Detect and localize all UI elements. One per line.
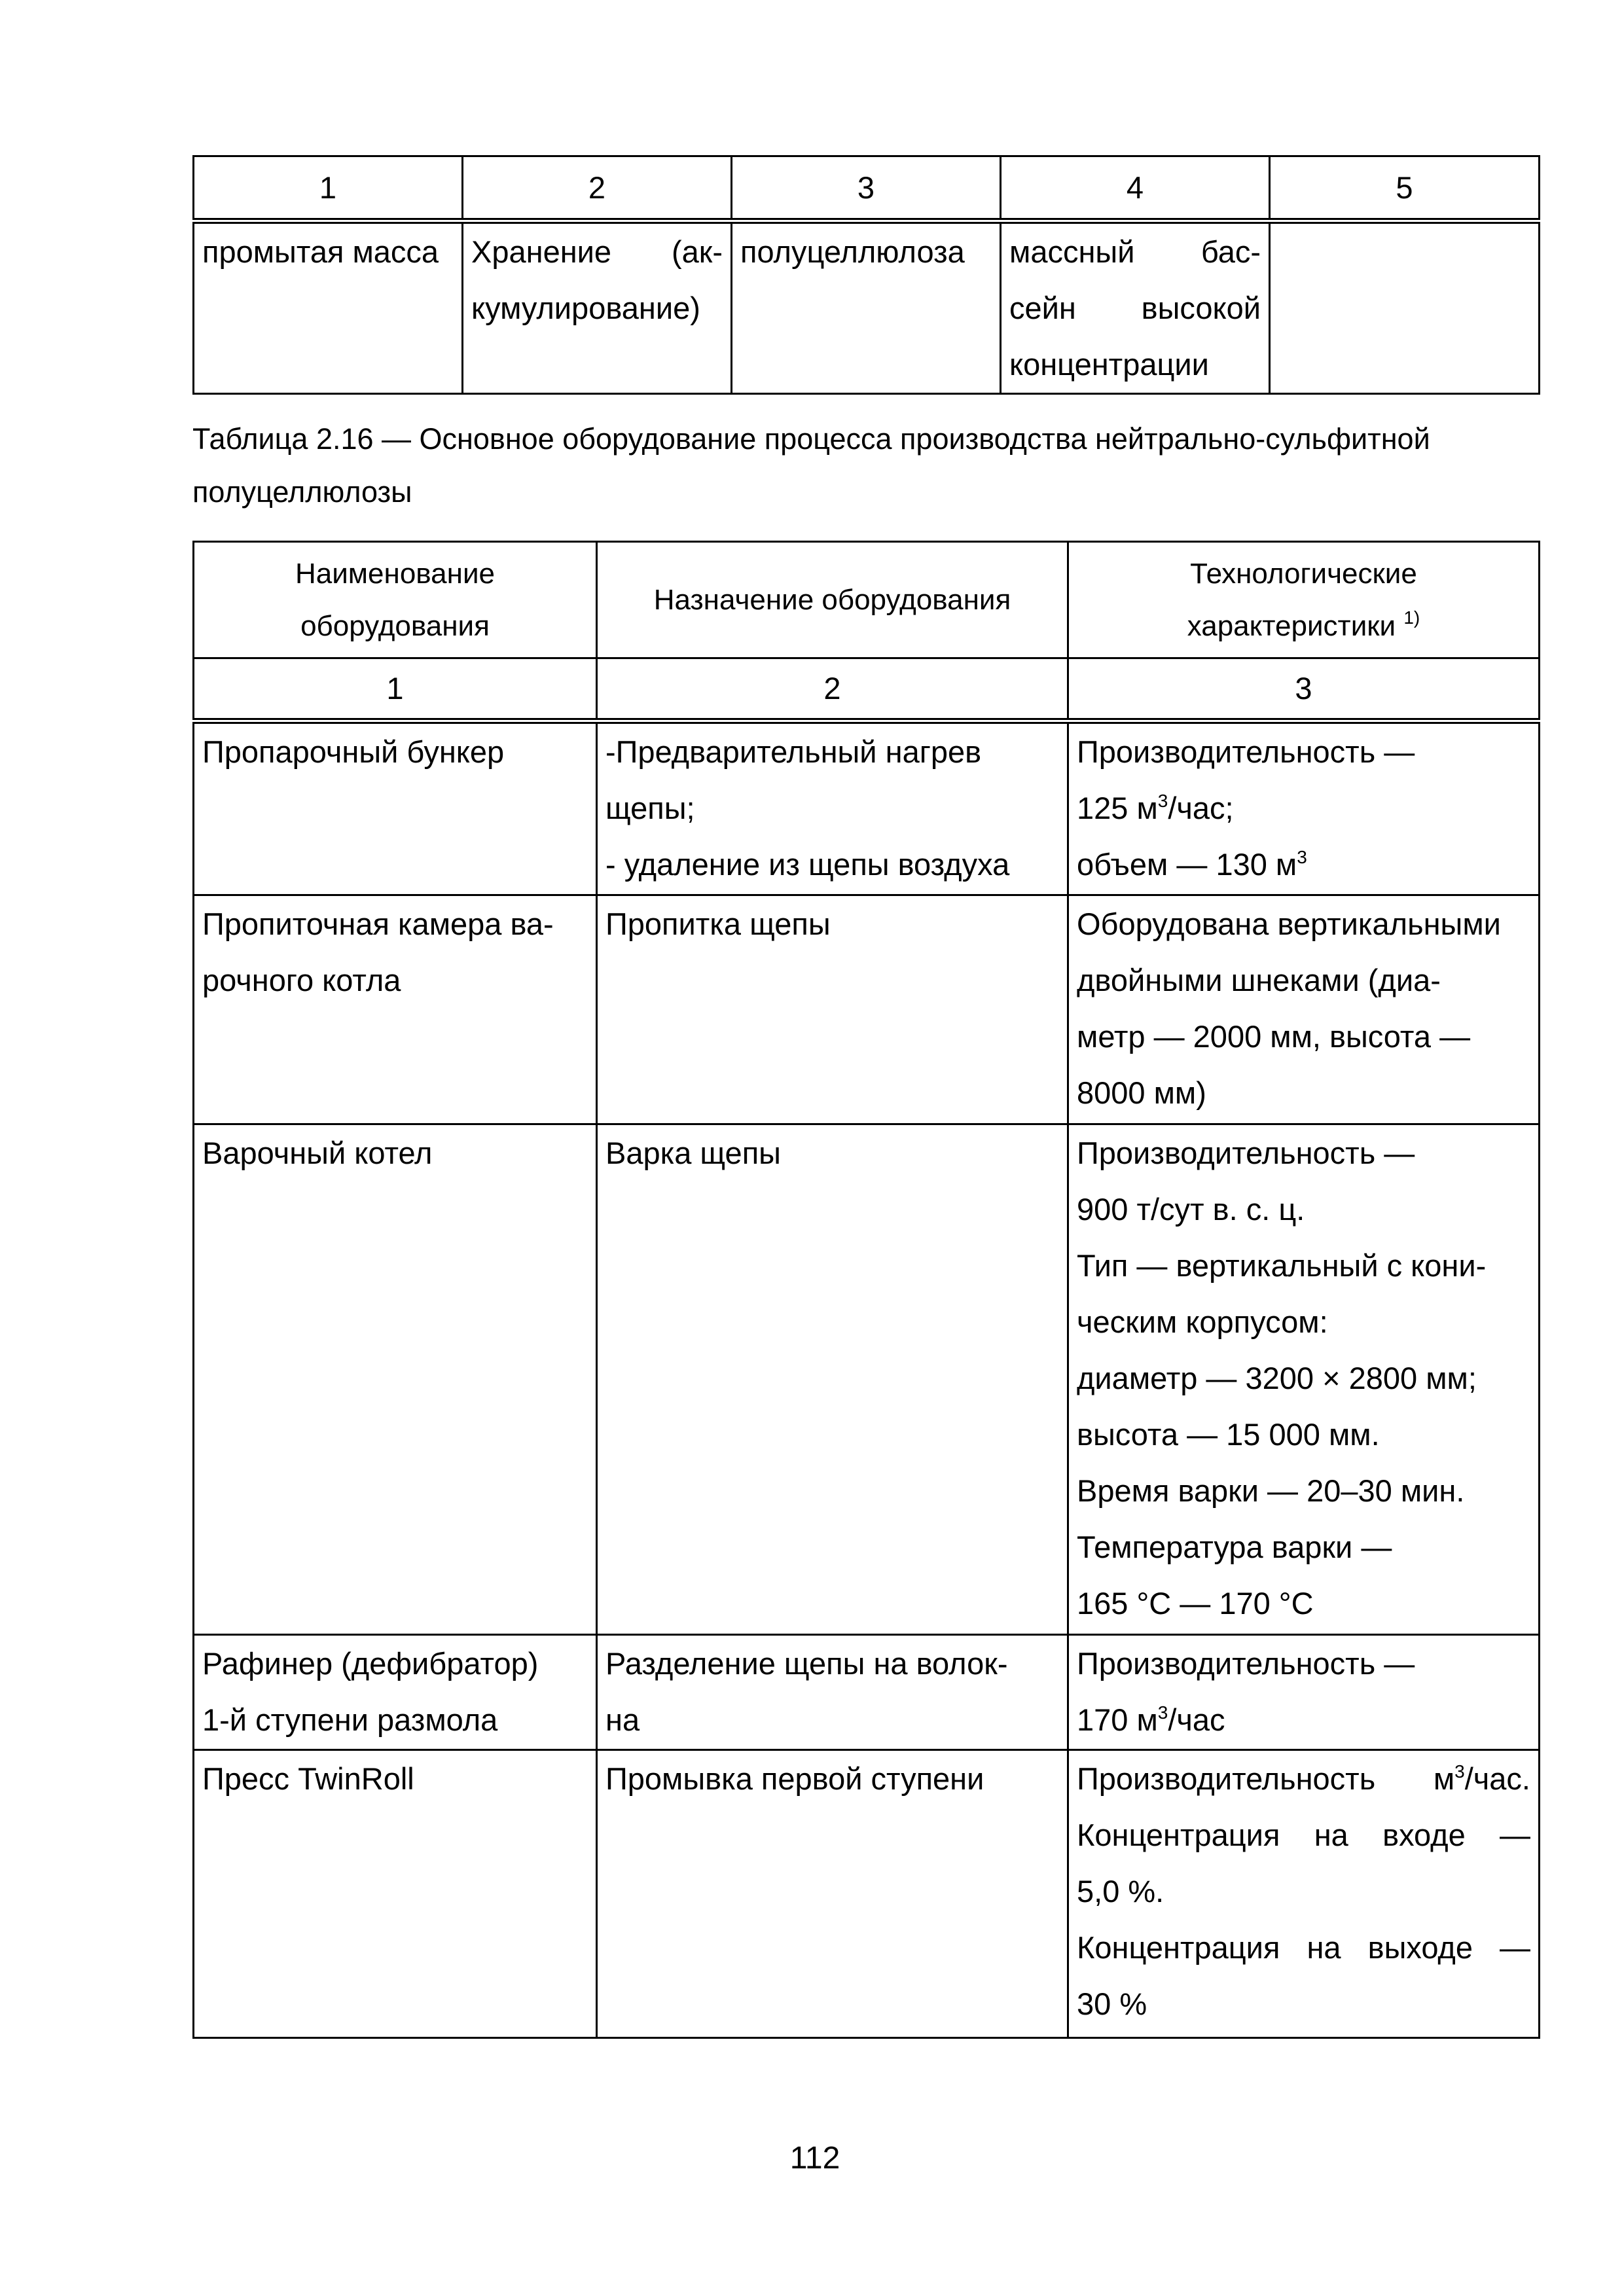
column-number-row: [194, 156, 1540, 221]
cell-specs: Производительность — 900 т/сут в. с. ц. Тип — вертикальный с кони- ческим корпусом: диаметр — 3200 × 2800 мм; высота — 15 000 мм. Время варки — 20–30 мин. Температура варки — 165 °С — 170 °С: [1068, 1124, 1540, 1635]
column-number: 1: [194, 658, 597, 721]
header-row: [194, 542, 1540, 658]
cell-equipment-name: Пропиточная камера ва- рочного котла: [194, 895, 597, 1124]
column-number: 2: [597, 658, 1068, 721]
cell-material: полуцеллюлоза: [732, 221, 1001, 394]
header-purpose: Назначение оборудования: [597, 542, 1068, 658]
header-specs: Технологические характеристики $^{1)}$: [1068, 542, 1540, 658]
cell-stage: Хранение (ак- кумулирование): [463, 221, 732, 394]
header-equipment-name: Наименование оборудования: [194, 542, 597, 658]
table-row: [194, 221, 1540, 394]
cell-product: промытая масса: [194, 221, 463, 394]
cell-specs: Оборудована вертикальными двойными шнеками (диа- метр — 2000 мм, высота — 8000 мм): [1068, 895, 1540, 1124]
cell-purpose: Варка щепы: [597, 1124, 1068, 1635]
cell-equipment-name: Варочный котел: [194, 1124, 597, 1635]
cell-purpose: Промывка первой ступени: [597, 1750, 1068, 2038]
cell-empty: [1270, 221, 1540, 394]
table-row: [194, 1750, 1540, 2038]
cell-specs: Производительность — 125 $м^3$/час; объем — 130 $м^3$: [1068, 721, 1540, 895]
column-number: 2: [463, 156, 732, 221]
table-row: [194, 1635, 1540, 1750]
table-caption: Таблица 2.16 — Основное оборудование процесса производства нейтрально-сульфитной полуцеллюлозы: [192, 422, 1430, 509]
column-number: 4: [1001, 156, 1270, 221]
cell-purpose: -Предварительный нагрев щепы; - удаление из щепы воздуха: [597, 721, 1068, 895]
footnote-mark: 1): [1403, 607, 1420, 628]
column-number: 1: [194, 156, 463, 221]
equipment-table: [192, 541, 1540, 2039]
cell-purpose: Разделение щепы на волок- на: [597, 1635, 1068, 1750]
page-number: 112: [789, 2141, 840, 2176]
cell-equipment: массный бас- сейн высокой концентрации: [1001, 221, 1270, 394]
cell-equipment-name: Рафинер (дефибратор) 1-й ступени размола: [194, 1635, 597, 1750]
cell-specs: Производительность — 170 $м^3$/час: [1068, 1635, 1540, 1750]
continuation-table: [192, 155, 1540, 395]
table-row: [194, 1124, 1540, 1635]
column-number: 3: [732, 156, 1001, 221]
cell-equipment-name: Пропарочный бункер: [194, 721, 597, 895]
column-number: 5: [1270, 156, 1540, 221]
cell-equipment-name: Пресс TwinRoll: [194, 1750, 597, 2038]
table-row: [194, 721, 1540, 895]
cell-purpose: Пропитка щепы: [597, 895, 1068, 1124]
table-row: [194, 895, 1540, 1124]
cell-specs: Производительность $м^3$/час. Концентрация на входе — 5,0 %. Концентрация на выходе — 30 %: [1068, 1750, 1540, 2038]
column-number: 3: [1068, 658, 1540, 721]
column-number-row: [194, 658, 1540, 721]
